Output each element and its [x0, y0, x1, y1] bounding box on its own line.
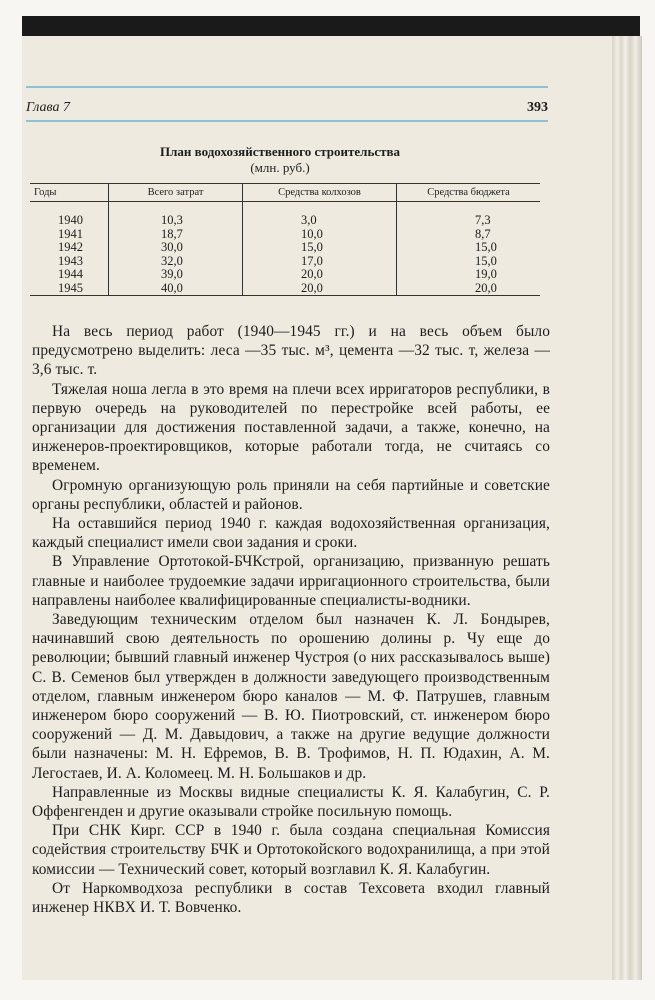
- table-row: [30, 202, 540, 228]
- cell-total: 32,0: [109, 255, 243, 269]
- cell-total: 39,0: [109, 268, 243, 282]
- table-row: [30, 282, 540, 296]
- cell-total: 10,3: [109, 202, 243, 228]
- scan-top-shadow: [22, 16, 640, 36]
- paragraph: На оставшийся период 1940 г. каждая водохозяйственная организация, каждый специалист имели свои задания и сроки.: [32, 515, 550, 552]
- header-kolkhoz: Средства колхозов: [243, 184, 397, 202]
- cell-year: 1945: [30, 282, 109, 296]
- header-rule: [26, 120, 548, 122]
- paragraph: При СНК Кирг. ССР в 1940 г. была создана специальная Комиссия содействия строительству БЧК и Ортотокойского водохранилища, а при этой комиссии — Технический совет, который возглавил К. Я. Калабугин.: [32, 822, 550, 878]
- header-years: Годы: [30, 184, 109, 202]
- cell-year: 1940: [58, 213, 83, 227]
- cell-kolkhoz: 20,0: [243, 268, 397, 282]
- table-row: [30, 255, 540, 269]
- paragraph: Огромную организующую роль приняли на себя партийные и советские органы республики, областей и районов.: [32, 476, 550, 513]
- table-row: [30, 228, 540, 242]
- table-header-row: [30, 184, 540, 202]
- cell-budget: 19,0: [397, 268, 541, 282]
- table-subtitle: (млн. руб.): [250, 160, 310, 175]
- cell-total: 30,0: [109, 241, 243, 255]
- cell-kolkhoz: 17,0: [243, 255, 397, 269]
- cell-kolkhoz: 15,0: [243, 241, 397, 255]
- table-title: План водохозяйственного строительства: [160, 144, 400, 159]
- page-number: 393: [527, 100, 548, 115]
- paragraph: Направленные из Москвы видные специалисты К. Я. Калабугин, С. Р. Оффенгенден и другие оказывали стройке посильную помощь.: [32, 783, 550, 821]
- paragraph: В Управление Ортотокой-БЧКстрой, организацию, призванную решать главные и наиболее трудоемкие задачи ирригационного строительства, были направлены наиболее квалифицированные специалисты-водники.: [32, 553, 550, 609]
- cell-kolkhoz: 20,0: [243, 282, 397, 296]
- chapter-label: Глава 7: [26, 100, 70, 115]
- cell-year: 1942: [58, 240, 83, 254]
- cell-kolkhoz: 3,0: [243, 202, 397, 228]
- table-caption: [60, 144, 500, 176]
- paragraph: От Наркомводхоза республики в состав Техсовета входил главный инженер НКВХ И. Т. Вовченко.: [32, 879, 550, 917]
- running-head: [26, 100, 548, 116]
- page-stack-edge: [612, 36, 642, 980]
- cell-kolkhoz: 10,0: [243, 228, 397, 242]
- table-row: [30, 268, 540, 282]
- cell-year: 1943: [58, 253, 83, 268]
- cell-budget: 20,0: [397, 282, 541, 296]
- cell-total: 40,0: [109, 282, 243, 296]
- cell-year: 1941: [58, 226, 83, 241]
- paragraph: Заведующим техническим отделом был назначен К. Л. Бондырев, начинавший свою деятельность по орошению долины р. Чу еще до революции; бывший главный инженер Чустроя (о них рассказывалось выше) С. В. Семенов был утвержден в должности заведующего производственным отделом, главным инженером бюро каналов — М. Ф. Патрушев, главным инженером бюро сооружений — В. Ю. Пиотровский, ст. инженером бюро сооружений — Д. М. Давыдович, а также на другие ведущие должности были назначены: М. Н. Ефремов, В. В. Трофимов, Н. П. Юдахин, А. М. Легостаев, И. А. Коломеец. М. Н. Большаков и др.: [32, 611, 550, 782]
- body-text: [32, 322, 550, 917]
- paragraph: Тяжелая ноша легла в это время на плечи всех ирригаторов республики, в первую очередь на руководителей по перестройке всей работы, ее организации для достижения поставленной задачи, а также, конечно, на инженеров-проектировщиков, которые работали тогда, не считаясь со временем.: [32, 380, 550, 475]
- top-rule: [26, 86, 548, 88]
- cell-budget: 8,7: [397, 228, 541, 242]
- cell-budget: 15,0: [397, 241, 541, 255]
- header-budget: Средства бюджета: [397, 184, 541, 202]
- table-row: [30, 241, 540, 255]
- construction-plan-table: [30, 183, 540, 296]
- cell-year: 1944: [58, 267, 83, 281]
- cell-budget: 15,0: [397, 255, 541, 269]
- cell-budget: 7,3: [397, 202, 541, 228]
- header-total: Всего затрат: [109, 184, 243, 202]
- cell-total: 18,7: [109, 228, 243, 242]
- paragraph: На весь период работ (1940—1945 гг.) и на весь объем было предусмотрено выделить: леса —35 тыс. м³, цемента —32 тыс. т, железа —3,6 тыс. т.: [32, 323, 550, 379]
